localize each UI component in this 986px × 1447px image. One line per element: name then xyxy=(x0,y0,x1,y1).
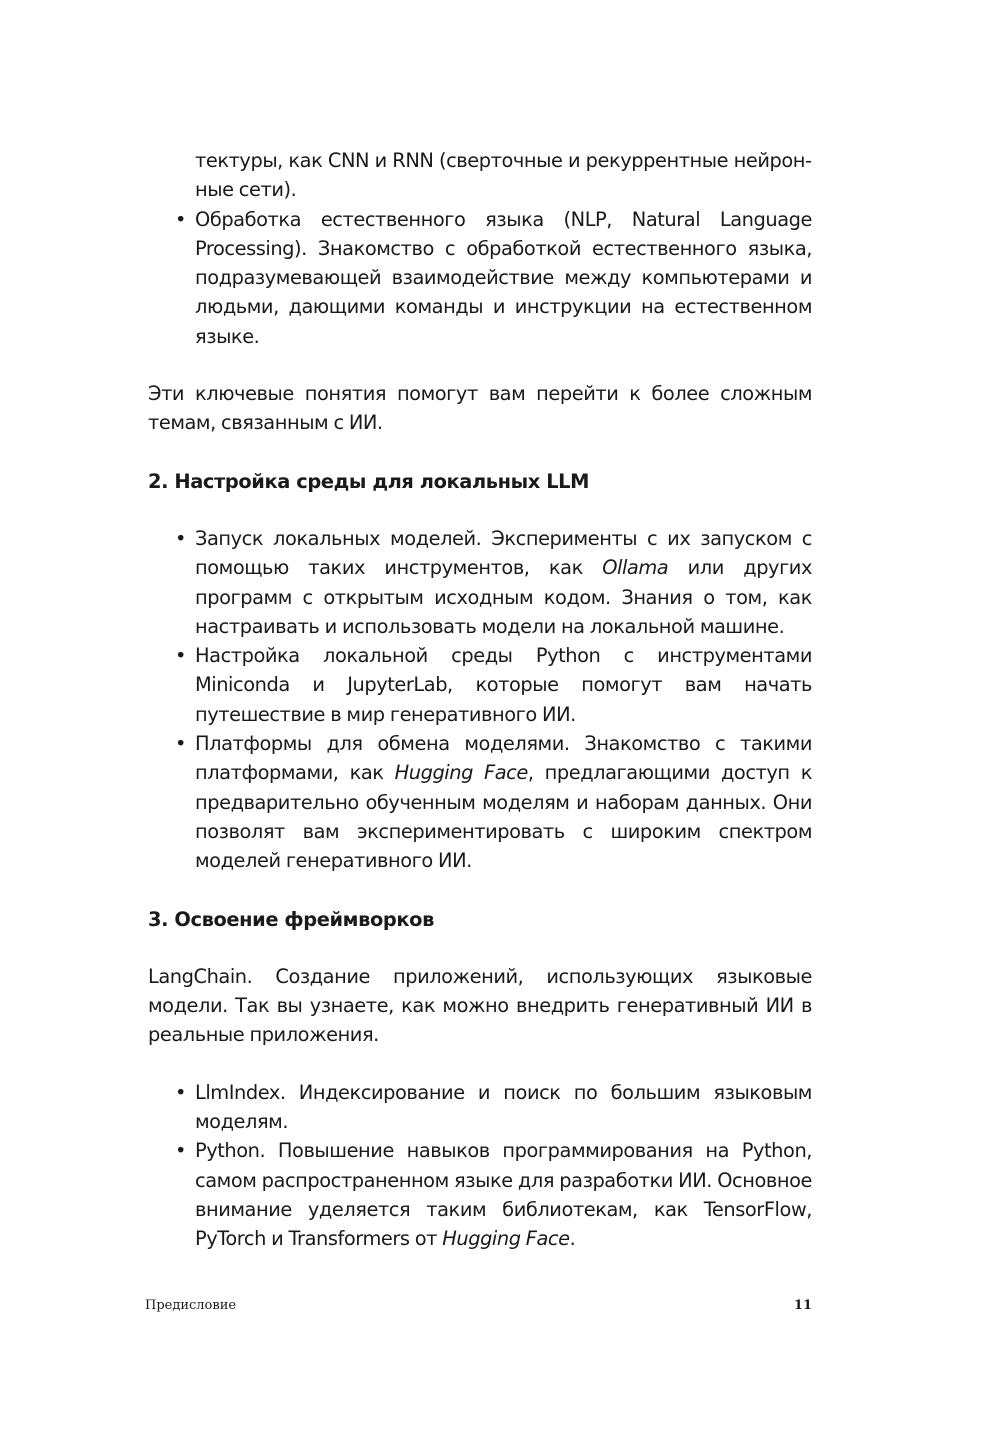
section-title: Настройка среды для локальных LLM xyxy=(174,469,590,493)
bullet-list-1 xyxy=(148,146,812,351)
list-item-text-post: , предлагающими доступ к предварительно обученным моделям и наборам данных. Они позволят вам экспериментировать с широким спектром моделей генеративного ИИ. xyxy=(195,761,812,873)
section-heading-2 xyxy=(148,467,812,496)
list-item-nlp xyxy=(148,205,812,351)
bullet-icon: • xyxy=(175,526,186,550)
section-title: Освоение фреймворков xyxy=(174,907,434,931)
section-heading-3 xyxy=(148,905,812,934)
bullet-icon: • xyxy=(175,1139,186,1163)
list-item-text-post: . xyxy=(569,1227,576,1251)
list-item-text: тектуры, как CNN и RNN (сверточные и рекуррентные нейронные сети). xyxy=(195,149,812,202)
list-item-text: Настройка локальной среды Python с инструментами Miniconda и JupyterLab, которые помогут вам начать путешествие в мир генеративного ИИ. xyxy=(195,644,812,726)
bullet-icon: • xyxy=(175,1080,186,1104)
list-item-emphasis: Hugging Face xyxy=(394,761,528,785)
page-number: 11 xyxy=(793,1298,812,1313)
running-footer-section: Предисловие xyxy=(145,1298,237,1313)
page-footer xyxy=(145,1298,812,1322)
paragraph-langchain: LangChain. Создание приложений, использующих языковые модели. Так вы узнаете, как можно внедрить генеративный ИИ в реальные приложения. xyxy=(148,964,812,1047)
list-item-platforms xyxy=(148,729,812,875)
paragraph-key-concepts: Эти ключевые понятия помогут вам перейти к более сложным темам, связанным с ИИ. xyxy=(148,382,812,435)
list-item-llmindex xyxy=(148,1078,812,1137)
section-number: 2. xyxy=(148,469,169,493)
list-item-continued xyxy=(148,146,812,205)
list-item-emphasis: Hugging Face xyxy=(442,1227,570,1251)
list-item-text-pre: Python. Повышение навыков программирования на Python, самом распространенном языке для разработки ИИ. Основное внимание уделяется таким библиотекам, как TensorFlow, PyTorch и Transformers от xyxy=(195,1139,812,1251)
bullet-list-2 xyxy=(148,524,812,876)
bullet-icon: • xyxy=(175,732,186,756)
list-item-text-post: или других программ с открытым исходным кодом. Знания о том, как настраивать и использовать модели на локальной машине. xyxy=(195,556,812,638)
list-item-emphasis: Ollama xyxy=(602,556,669,580)
list-item-text-pre: Запуск локальных моделей. Эксперименты с их запуском с помощью таких инструментов, как xyxy=(195,526,812,580)
bullet-list-3 xyxy=(148,1078,812,1254)
list-item-text-pre: Платформы для обмена моделями. Знакомство с такими платформами, как xyxy=(195,732,812,785)
section-number: 3. xyxy=(148,907,169,931)
list-item-text: LlmIndex. Индексирование и поиск по большим языковым моделям. xyxy=(195,1080,812,1134)
list-item-python-env xyxy=(148,641,812,729)
page-body xyxy=(148,146,812,1254)
bullet-icon: • xyxy=(175,207,186,231)
list-item-local-models xyxy=(148,524,812,641)
list-item-python xyxy=(148,1136,812,1253)
list-item-text: Обработка естественного языка (NLP, Natural Language Processing). Знакомство с обработкой естественного языка, подразумевающей взаимодействие между компьютерами и людьми, дающими команды и инструкции на естественном языке. xyxy=(195,207,812,348)
bullet-icon: • xyxy=(175,644,186,668)
